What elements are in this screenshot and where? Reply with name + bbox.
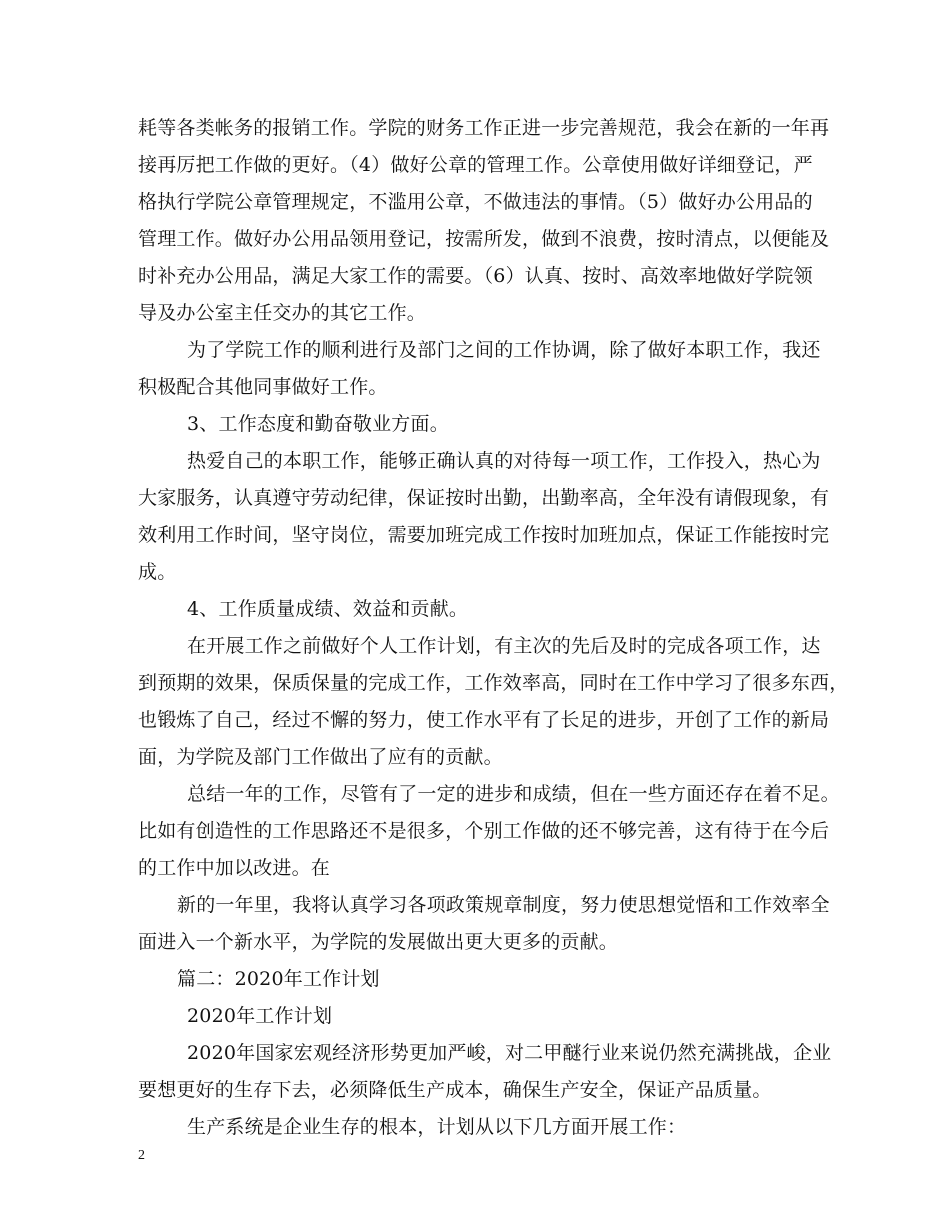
document-subtitle: 2020年工作计划 [187, 1005, 333, 1027]
section-title: 篇二：2020年工作计划 [177, 968, 380, 990]
paragraph-first-line: 总结一年的工作，尽管有了一定的进步和成绩，但在一些方面还存在着不足。 [187, 783, 840, 805]
section-heading: 4、工作质量成绩、效益和贡献。 [187, 598, 469, 620]
text-line: 要想更好的生存下去，必须降低生产成本，确保生产安全，保证产品质量。 [138, 1079, 772, 1101]
paragraph-first-line: 热爱自己的本职工作，能够正确认真的对待每一项工作，工作投入，热心为 [187, 450, 821, 472]
section-heading: 3、工作态度和勤奋敬业方面。 [187, 413, 449, 435]
text-line: 积极配合其他同事做好工作。 [138, 376, 388, 398]
page-number: 2 [138, 1148, 145, 1163]
paragraph-first-line: 2020年国家宏观经济形势更加严峻，对二甲醚行业来说仍然充满挑战，企业 [187, 1042, 832, 1064]
paragraph-first-line: 为了学院工作的顺利进行及部门之间的工作协调，除了做好本职工作，我还 [187, 339, 821, 361]
text-line: 接再厉把工作做的更好。（4）做好公章的管理工作。公章使用做好详细登记，严 [138, 154, 813, 176]
text-line: 效利用工作时间，坚守岗位，需要加班完成工作按时加班加点，保证工作能按时完 [138, 524, 830, 546]
text-line: 导及办公室主任交办的其它工作。 [138, 302, 427, 324]
document-body [138, 110, 849, 1146]
paragraph-first-line: 在开展工作之前做好个人工作计划，有主次的先后及时的完成各项工作，达 [187, 635, 821, 657]
text-line: 的工作中加以改进。在 [138, 857, 331, 879]
text-line: 时补充办公用品，满足大家工作的需要。（6）认真、按时、高效率地做好学院领 [138, 265, 813, 287]
text-line: 到预期的效果，保质保量的完成工作，工作效率高，同时在工作中学习了很多东西， [138, 672, 849, 694]
text-line: 大家服务，认真遵守劳动纪律，保证按时出勤，出勤率高，全年没有请假现象，有 [138, 487, 830, 509]
paragraph-first-line: 新的一年里，我将认真学习各项政策规章制度，努力使思想觉悟和工作效率全 [177, 894, 830, 916]
text-line: 也锻炼了自己，经过不懈的努力，使工作水平有了长足的进步，开创了工作的新局 [138, 709, 830, 731]
text-line: 成。 [138, 561, 177, 583]
text-line: 面，为学院及部门工作做出了应有的贡献。 [138, 746, 503, 768]
text-line: 格执行学院公章管理规定，不滥用公章，不做违法的事情。（5）做好办公用品的 [138, 191, 813, 213]
text-line: 比如有创造性的工作思路还不是很多，个别工作做的还不够完善，这有待于在今后 [138, 820, 830, 842]
text-line: 面进入一个新水平，为学院的发展做出更大更多的贡献。 [138, 931, 619, 953]
paragraph-first-line: 生产系统是企业生存的根本，计划从以下几方面开展工作： [187, 1116, 687, 1138]
text-line: 管理工作。做好办公用品领用登记，按需所发，做到不浪费，按时清点，以便能及 [138, 228, 830, 250]
text-line: 耗等各类帐务的报销工作。学院的财务工作正进一步完善规范，我会在新的一年再 [138, 117, 830, 139]
